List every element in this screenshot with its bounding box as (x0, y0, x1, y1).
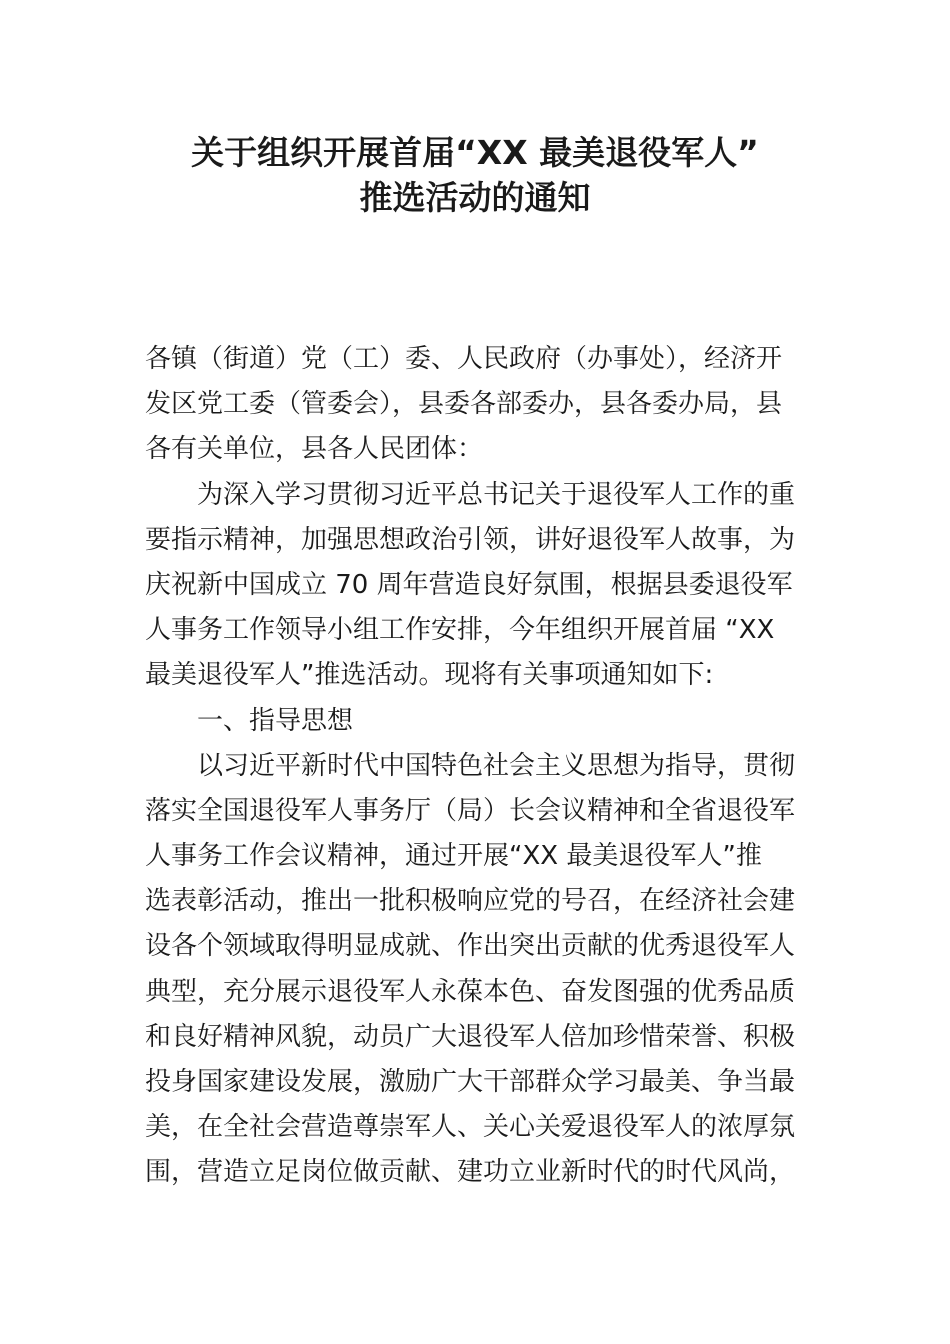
body-line: 一、指导思想 (197, 705, 354, 736)
body-line: 围，营造立足岗位做贡献、建功立业新时代的时代风尚， (145, 1157, 796, 1188)
body-line: 最美退役军人”推选活动。现将有关事项通知如下: (145, 660, 714, 691)
body-line: 各有关单位，县各人民团体： (145, 434, 484, 465)
body-line: 以习近平新时代中国特色社会主义思想为指导，贯彻 (197, 750, 796, 781)
body-line: 为深入学习贯彻习近平总书记关于退役军人工作的重 (197, 479, 796, 510)
body-line: 和良好精神风貌，动员广大退役军人倍加珍惜荣誉、积极 (145, 1021, 796, 1052)
body-line: 选表彰活动，推出一批积极响应党的号召，在经济社会建 (145, 886, 796, 917)
document-title (100, 130, 850, 220)
body-line: 落实全国退役军人事务厅（局）长会议精神和全省退役军 (145, 795, 796, 826)
body-line: 投身国家建设发展，激励广大干部群众学习最美、争当最 (145, 1067, 796, 1097)
title-line: 推选活动的通知 (359, 178, 591, 217)
document-body (145, 337, 810, 1196)
body-line: 人事务工作会议精神，通过开展“XX 最美退役军人”推 (145, 841, 762, 872)
title-line: 关于组织开展首届“XX 最美退役军人” (191, 133, 759, 172)
body-line: 要指示精神，加强思想政治引领，讲好退役军人故事，为 (145, 524, 796, 555)
body-line: 典型，充分展示退役军人永葆本色、奋发图强的优秀品质 (145, 976, 796, 1007)
body-line: 美，在全社会营造尊崇军人、关心关爱退役军人的浓厚氛 (145, 1112, 796, 1143)
body-line: 人事务工作领导小组工作安排，今年组织开展首届 “XX (145, 615, 775, 646)
body-line: 设各个领域取得明显成就、作出突出贡献的优秀退役军人 (145, 931, 796, 962)
body-line: 各镇（街道）党（工）委、人民政府（办事处），经济开 (145, 344, 783, 374)
body-line: 庆祝新中国成立 70 周年营造良好氛围，根据县委退役军 (145, 569, 793, 600)
body-line: 发区党工委（管委会），县委各部委办，县各委办局，县 (145, 389, 783, 420)
